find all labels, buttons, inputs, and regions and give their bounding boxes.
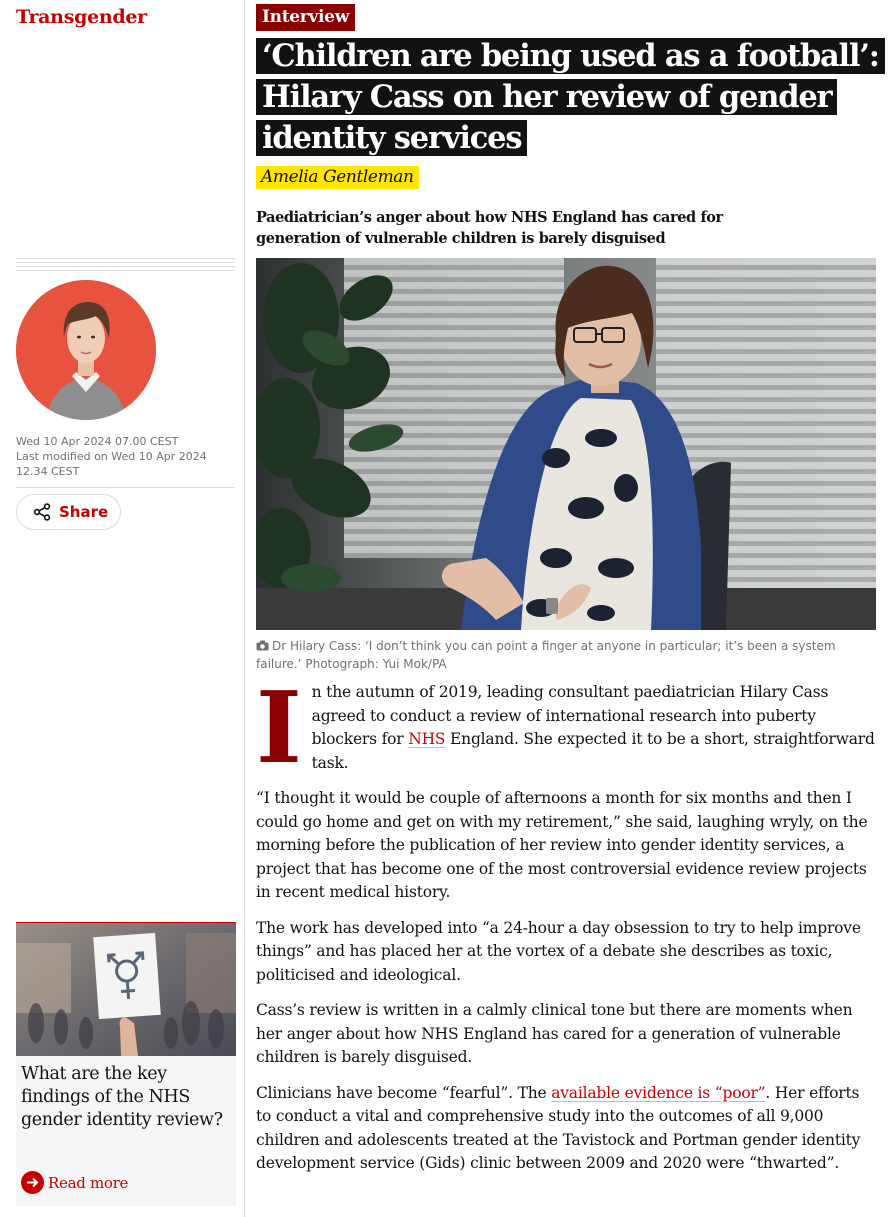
- author-byline[interactable]: Amelia Gentleman: [256, 166, 419, 189]
- read-more-link[interactable]: [21, 1171, 128, 1194]
- share-button[interactable]: [16, 494, 121, 530]
- promo-image: [16, 923, 236, 1056]
- read-more-label: Read more: [48, 1173, 129, 1192]
- article-meta: [16, 434, 238, 479]
- paragraph-4: Cass’s review is written in a calmly clinical tone but there are moments when her anger about how NHS England has cared for a generation of vulnerable children is barely disguised.: [256, 1001, 853, 1066]
- p1-end: England. She expected it to be a short, straightforward task.: [311, 730, 875, 772]
- left-column: [0, 0, 245, 1217]
- camera-icon: [256, 640, 269, 651]
- share-icon: [33, 503, 51, 521]
- meta-divider: [16, 487, 235, 488]
- headline-text: ‘Children are being used as a football’: Hilary Cass on her review of gender identity services: [256, 38, 885, 156]
- article-body: [256, 671, 876, 1188]
- paragraph-5: [256, 1082, 876, 1176]
- evidence-link[interactable]: available evidence is “poor”: [551, 1083, 766, 1102]
- section-link[interactable]: Transgender: [16, 6, 147, 28]
- caption-text: Dr Hilary Cass: ‘I don’t think you can point a finger at anyone in particular; it’s been a system failure.’ Photograph: Yui Mok/PA: [256, 639, 836, 671]
- nhs-link[interactable]: NHS: [408, 730, 446, 748]
- p5-end: . Her efforts to conduct a vital and comprehensive study into the outcomes of all 9,000 children and adolescents treated at the Tavistock and Portman gender identity development service (Gids) clinic between 2009 and 2020 were “thwarted”.: [256, 1083, 861, 1172]
- share-label: Share: [59, 503, 109, 521]
- p5-start: Clinicians have become “fearful”. The: [256, 1083, 552, 1102]
- promo-title: What are the key findings of the NHS gender identity review?: [21, 1064, 223, 1130]
- paragraph-3: The work has developed into “a 24-hour a day obsession to try to help improve things” and has placed her at the vortex of a debate she describes as toxic, politicised and ideological.: [256, 918, 861, 984]
- article-standfirst: Paediatrician’s anger about how NHS England has cared for generation of vulnerable children is barely disguised: [256, 209, 723, 247]
- promo-photo: [16, 923, 236, 1056]
- divider-lines: [16, 258, 235, 272]
- avatar-portrait: [16, 280, 156, 420]
- paragraph-2: “I thought it would be couple of afternoons a month for six months and then I could go home and get on with my retirement,” she said, laughing wryly, on the morning before the publication of her review into gender identity services, a project that has become one of the most controversial evidence review projects in recent medical history.: [256, 789, 868, 901]
- modified-date: Last modified on Wed 10 Apr 2024 12.34 CEST: [16, 450, 207, 478]
- hero-image[interactable]: [256, 258, 876, 630]
- image-caption: [256, 637, 876, 673]
- drop-cap: I: [256, 671, 302, 786]
- hero-photo: [256, 258, 876, 630]
- p1-text: n the autumn of 2019, leading consultant paediatrician Hilary Cass agreed to conduct a review of international research into puberty blockers for: [311, 683, 829, 748]
- related-promo-card[interactable]: [16, 922, 236, 1206]
- paragraph-1: [256, 671, 876, 786]
- author-avatar[interactable]: [16, 280, 156, 420]
- published-date: Wed 10 Apr 2024 07.00 CEST: [16, 435, 179, 448]
- arrow-right-icon: [21, 1171, 44, 1194]
- article-headline: [256, 36, 886, 159]
- article-kicker[interactable]: Interview: [256, 4, 355, 31]
